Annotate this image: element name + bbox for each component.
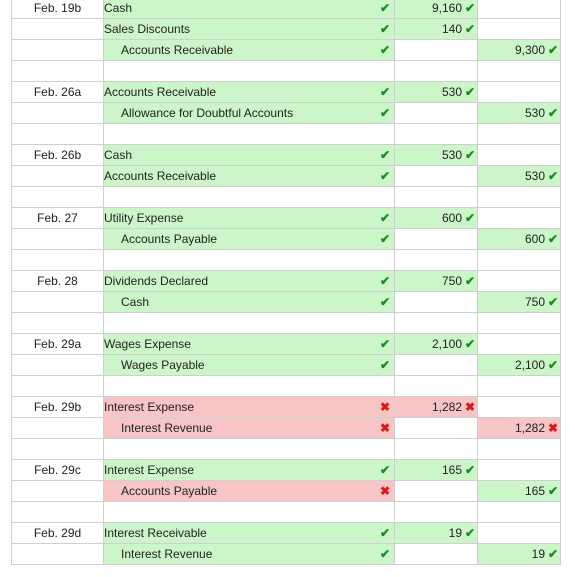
credit-field[interactable]: [478, 460, 561, 481]
entry-spacer: [12, 250, 561, 271]
spacer-cell: [478, 250, 561, 271]
account-field[interactable]: [104, 292, 395, 313]
account-field[interactable]: [104, 460, 395, 481]
credit-amount: 750: [524, 295, 545, 309]
account-name: Cash: [104, 148, 133, 162]
spacer-cell: [12, 187, 104, 208]
journal-line: [12, 166, 561, 187]
account-field[interactable]: [104, 19, 395, 40]
debit-field[interactable]: [395, 19, 478, 40]
check-icon: ✔: [547, 169, 559, 183]
entry-date: [12, 166, 104, 187]
account-field[interactable]: [104, 355, 395, 376]
entry-date: Feb. 29d: [12, 523, 104, 544]
journal-line: [12, 229, 561, 250]
account-name: Accounts Receivable: [104, 85, 217, 99]
credit-field[interactable]: [478, 229, 561, 250]
spacer-cell: [104, 439, 395, 460]
account-name: Accounts Receivable: [121, 43, 234, 57]
check-icon: ✔: [464, 22, 476, 36]
account-field[interactable]: [104, 208, 395, 229]
check-icon: ✔: [379, 295, 391, 309]
spacer-cell: [478, 439, 561, 460]
spacer-cell: [478, 124, 561, 145]
credit-amount: 165: [524, 484, 545, 498]
check-icon: ✔: [464, 463, 476, 477]
debit-field[interactable]: [395, 0, 478, 19]
debit-amount: 9,160: [431, 1, 462, 15]
account-name: Dividends Declared: [104, 274, 209, 288]
spacer-cell: [12, 124, 104, 145]
check-icon: ✔: [379, 85, 391, 99]
spacer-cell: [104, 313, 395, 334]
spacer-cell: [478, 376, 561, 397]
debit-field[interactable]: [395, 460, 478, 481]
debit-field[interactable]: [395, 292, 478, 313]
account-field[interactable]: [104, 397, 395, 418]
journal-line: [12, 481, 561, 502]
spacer-cell: [12, 502, 104, 523]
credit-field[interactable]: [478, 208, 561, 229]
credit-field[interactable]: [478, 418, 561, 439]
entry-spacer: [12, 124, 561, 145]
debit-field[interactable]: [395, 523, 478, 544]
check-icon: ✔: [379, 274, 391, 288]
account-field[interactable]: [104, 82, 395, 103]
entry-date: Feb. 29a: [12, 334, 104, 355]
debit-field[interactable]: [395, 208, 478, 229]
entry-date: Feb. 19b: [12, 0, 104, 19]
journal-line: [12, 208, 561, 229]
spacer-cell: [104, 250, 395, 271]
account-name: Cash: [104, 1, 133, 15]
entry-date: [12, 355, 104, 376]
debit-field[interactable]: [395, 397, 478, 418]
account-field[interactable]: [104, 334, 395, 355]
debit-amount: 750: [441, 274, 462, 288]
account-field[interactable]: [104, 418, 395, 439]
check-icon: ✔: [464, 211, 476, 225]
account-name: Interest Expense: [104, 400, 195, 414]
entry-date: Feb. 26b: [12, 145, 104, 166]
check-icon: ✔: [379, 337, 391, 351]
spacer-cell: [395, 250, 478, 271]
credit-field[interactable]: [478, 145, 561, 166]
spacer-cell: [104, 187, 395, 208]
debit-amount: 19: [448, 526, 462, 540]
account-name: Accounts Receivable: [104, 169, 217, 183]
account-name: Accounts Payable: [121, 232, 218, 246]
account-name: Accounts Payable: [121, 484, 218, 498]
credit-field[interactable]: [478, 103, 561, 124]
account-field[interactable]: [104, 40, 395, 61]
credit-field[interactable]: [478, 82, 561, 103]
spacer-cell: [478, 313, 561, 334]
spacer-cell: [12, 61, 104, 82]
account-name: Interest Revenue: [121, 547, 213, 561]
credit-field[interactable]: [478, 292, 561, 313]
x-icon: ✖: [547, 421, 559, 435]
entry-date: Feb. 27: [12, 208, 104, 229]
credit-amount: 600: [524, 232, 545, 246]
entry-spacer: [12, 439, 561, 460]
credit-field[interactable]: [478, 355, 561, 376]
debit-amount: 530: [441, 148, 462, 162]
entry-spacer: [12, 187, 561, 208]
journal-line: [12, 40, 561, 61]
check-icon: ✔: [379, 526, 391, 540]
x-icon: ✖: [379, 484, 391, 498]
x-icon: ✖: [379, 400, 391, 414]
spacer-cell: [12, 439, 104, 460]
entry-date: [12, 19, 104, 40]
entry-date: [12, 418, 104, 439]
journal-line: [12, 0, 561, 19]
spacer-cell: [104, 61, 395, 82]
credit-field[interactable]: [478, 481, 561, 502]
check-icon: ✔: [379, 106, 391, 120]
spacer-cell: [12, 313, 104, 334]
debit-amount: 530: [441, 85, 462, 99]
account-field[interactable]: [104, 481, 395, 502]
check-icon: ✔: [379, 1, 391, 15]
debit-field[interactable]: [395, 544, 478, 565]
check-icon: ✔: [379, 232, 391, 246]
debit-amount: 600: [441, 211, 462, 225]
debit-field[interactable]: [395, 40, 478, 61]
account-name: Utility Expense: [104, 211, 184, 225]
journal-line: [12, 145, 561, 166]
credit-amount: 530: [524, 169, 545, 183]
entry-date: [12, 544, 104, 565]
entry-date: Feb. 29c: [12, 460, 104, 481]
credit-field[interactable]: [478, 397, 561, 418]
credit-amount: 1,282: [514, 421, 545, 435]
debit-amount: 2,100: [431, 337, 462, 351]
journal-line: [12, 355, 561, 376]
account-field[interactable]: [104, 145, 395, 166]
spacer-cell: [395, 61, 478, 82]
entry-date: [12, 292, 104, 313]
entry-date: [12, 481, 104, 502]
journal-line: [12, 418, 561, 439]
entry-date: Feb. 29b: [12, 397, 104, 418]
journal-line: [12, 19, 561, 40]
check-icon: ✔: [464, 1, 476, 15]
check-icon: ✔: [379, 547, 391, 561]
credit-field[interactable]: [478, 0, 561, 19]
credit-amount: 9,300: [514, 43, 545, 57]
credit-amount: 19: [531, 547, 545, 561]
account-name: Interest Receivable: [104, 526, 207, 540]
check-icon: ✔: [379, 358, 391, 372]
credit-amount: 530: [524, 106, 545, 120]
check-icon: ✔: [379, 148, 391, 162]
spacer-cell: [478, 502, 561, 523]
x-icon: ✖: [464, 400, 476, 414]
check-icon: ✔: [547, 484, 559, 498]
spacer-cell: [104, 124, 395, 145]
account-name: Wages Expense: [104, 337, 191, 351]
journal-line: [12, 292, 561, 313]
check-icon: ✔: [547, 43, 559, 57]
check-icon: ✔: [547, 232, 559, 246]
check-icon: ✔: [464, 274, 476, 288]
debit-field[interactable]: [395, 355, 478, 376]
journal-line: [12, 523, 561, 544]
journal-line: [12, 460, 561, 481]
spacer-cell: [395, 502, 478, 523]
debit-field[interactable]: [395, 271, 478, 292]
entry-spacer: [12, 313, 561, 334]
credit-field[interactable]: [478, 523, 561, 544]
entry-spacer: [12, 502, 561, 523]
debit-field[interactable]: [395, 166, 478, 187]
journal-entries-table: [11, 0, 561, 565]
account-field[interactable]: [104, 544, 395, 565]
check-icon: ✔: [464, 148, 476, 162]
check-icon: ✔: [379, 169, 391, 183]
credit-field[interactable]: [478, 40, 561, 61]
spacer-cell: [395, 124, 478, 145]
account-field[interactable]: [104, 166, 395, 187]
spacer-cell: [395, 376, 478, 397]
entry-spacer: [12, 61, 561, 82]
check-icon: ✔: [379, 211, 391, 225]
debit-field[interactable]: [395, 418, 478, 439]
credit-field[interactable]: [478, 334, 561, 355]
credit-amount: 2,100: [514, 358, 545, 372]
entry-date: [12, 103, 104, 124]
check-icon: ✔: [547, 358, 559, 372]
account-name: Interest Expense: [104, 463, 195, 477]
debit-amount: 165: [441, 463, 462, 477]
credit-field[interactable]: [478, 166, 561, 187]
journal-line: [12, 544, 561, 565]
account-name: Sales Discounts: [104, 22, 191, 36]
journal-line: [12, 103, 561, 124]
check-icon: ✔: [379, 43, 391, 57]
debit-field[interactable]: [395, 481, 478, 502]
debit-field[interactable]: [395, 334, 478, 355]
spacer-cell: [395, 187, 478, 208]
x-icon: ✖: [379, 421, 391, 435]
entry-date: [12, 40, 104, 61]
check-icon: ✔: [547, 106, 559, 120]
spacer-cell: [104, 376, 395, 397]
credit-field[interactable]: [478, 19, 561, 40]
journal-line: [12, 397, 561, 418]
journal-line: [12, 82, 561, 103]
account-field[interactable]: [104, 229, 395, 250]
credit-field[interactable]: [478, 544, 561, 565]
spacer-cell: [395, 439, 478, 460]
debit-amount: 140: [441, 22, 462, 36]
check-icon: ✔: [379, 22, 391, 36]
check-icon: ✔: [547, 547, 559, 561]
spacer-cell: [12, 250, 104, 271]
debit-field[interactable]: [395, 145, 478, 166]
check-icon: ✔: [464, 85, 476, 99]
debit-field[interactable]: [395, 103, 478, 124]
account-name: Cash: [121, 295, 150, 309]
entry-date: Feb. 28: [12, 271, 104, 292]
spacer-cell: [104, 502, 395, 523]
check-icon: ✔: [464, 337, 476, 351]
check-icon: ✔: [379, 463, 391, 477]
account-name: Allowance for Doubtful Accounts: [121, 106, 294, 120]
account-name: Wages Payable: [121, 358, 205, 372]
debit-field[interactable]: [395, 229, 478, 250]
account-field[interactable]: [104, 0, 395, 19]
entry-date: [12, 229, 104, 250]
journal-body: [12, 0, 561, 565]
entry-spacer: [12, 376, 561, 397]
debit-field[interactable]: [395, 82, 478, 103]
journal-line: [12, 271, 561, 292]
account-name: Interest Revenue: [121, 421, 213, 435]
account-field[interactable]: [104, 271, 395, 292]
spacer-cell: [395, 313, 478, 334]
credit-field[interactable]: [478, 271, 561, 292]
debit-amount: 1,282: [431, 400, 462, 414]
account-field[interactable]: [104, 103, 395, 124]
spacer-cell: [478, 61, 561, 82]
journal-line: [12, 334, 561, 355]
spacer-cell: [478, 187, 561, 208]
account-field[interactable]: [104, 523, 395, 544]
entry-date: Feb. 26a: [12, 82, 104, 103]
check-icon: ✔: [464, 526, 476, 540]
check-icon: ✔: [547, 295, 559, 309]
spacer-cell: [12, 376, 104, 397]
